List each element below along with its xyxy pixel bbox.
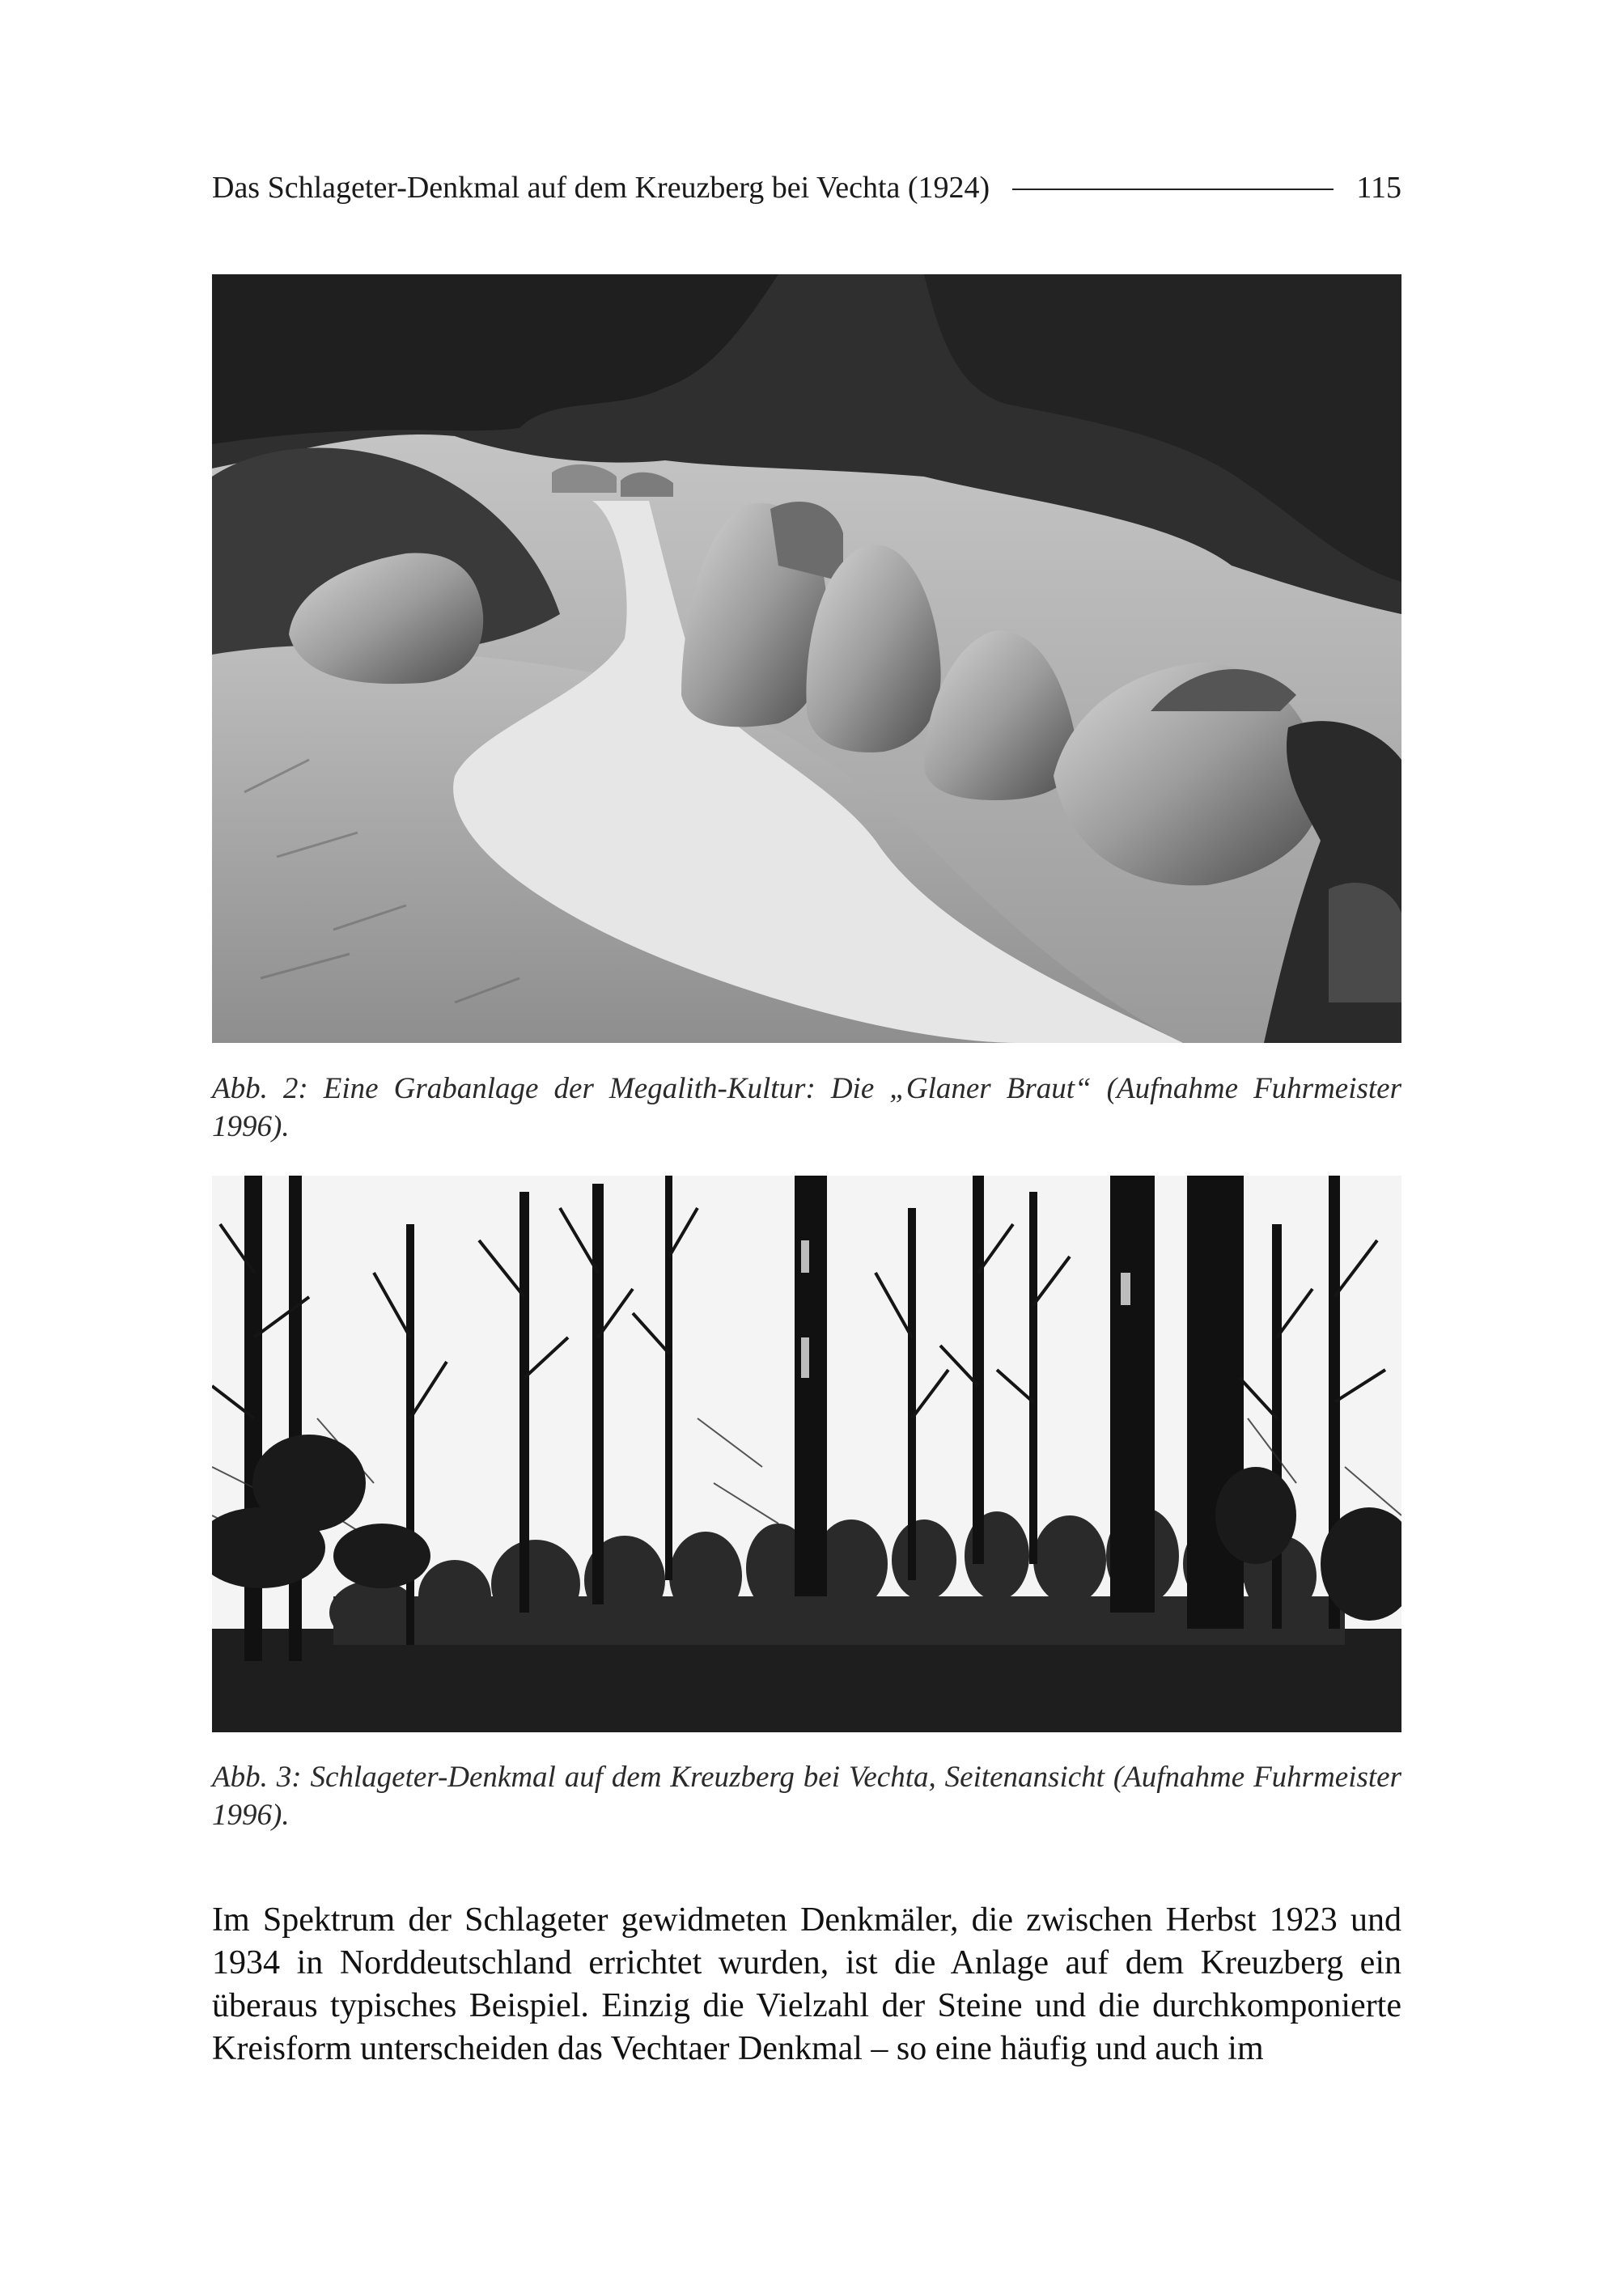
page-number: 115 bbox=[1356, 171, 1401, 205]
figure-2-caption: Abb. 2: Eine Grabanlage der Megalith-Kultur: Die „Glaner Braut“ (Aufnahme Fuhrmeister 1996). bbox=[212, 1072, 1401, 1143]
photo-schlageter-denkmal bbox=[212, 1176, 1401, 1732]
figure-3-caption: Abb. 3: Schlageter-Denkmal auf dem Kreuzberg bei Vechta, Seitenansicht (Aufnahme Fuhrmeister 1996). bbox=[212, 1761, 1401, 1832]
header-rule bbox=[1012, 189, 1334, 190]
figure-schlageter-denkmal-photo bbox=[212, 1176, 1401, 1732]
running-header-title: Das Schlageter-Denkmal auf dem Kreuzberg bei Vechta (1924) bbox=[212, 171, 990, 205]
figure-glaner-braut-photo bbox=[212, 274, 1401, 1043]
running-header bbox=[212, 165, 1401, 210]
body-paragraph: Im Spektrum der Schlageter gewidmeten Denkmäler, die zwischen Herbst 1923 und 1934 in Norddeutschland errichtet wurden, ist die Anlage auf dem Kreuzberg ein überaus typisches Beispiel. Einzig die Vielzahl der Steine und die durchkomponierte Kreisform unterscheiden das Vechtaer Denkmal – so eine häufig und auch im bbox=[212, 1901, 1401, 2067]
photo-glaner-braut bbox=[212, 274, 1401, 1043]
